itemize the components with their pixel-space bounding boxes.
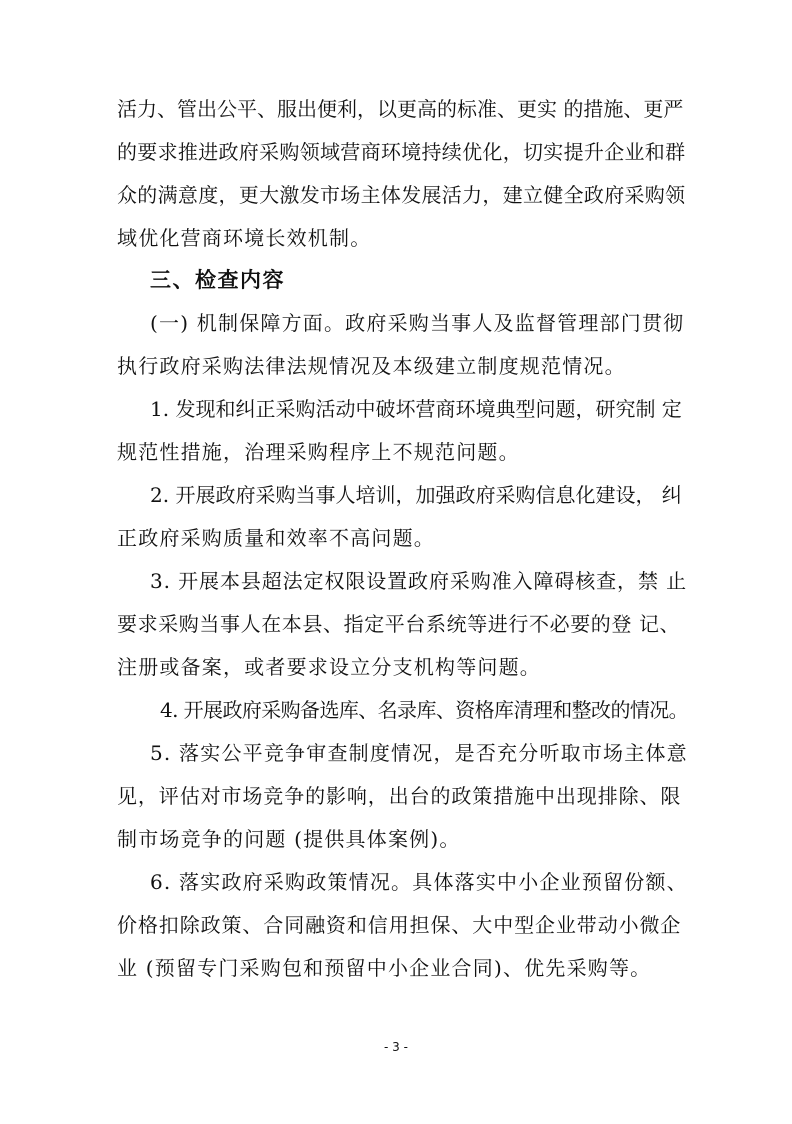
item-2-line-1: 2. 开展政府采购当事人培训，加强政府采购信息化建设， 纠: [150, 483, 682, 507]
item-6-line-2: 价格扣除政策、合同融资和信用担保、大中型企业带动小微企: [117, 913, 682, 937]
item-5-line-1: 5. 落实公平竞争审查制度情况，是否充分听取市场主体意: [150, 741, 688, 765]
subsection-1-line-1: (一) 机制保障方面。政府采购当事人及监督管理部门贯彻: [150, 311, 685, 335]
item-2-line-2: 正政府采购质量和效率不高问题。: [117, 526, 435, 550]
intro-line-4: 域优化营商环境长效机制。: [117, 226, 372, 250]
item-5-line-2: 见，评估对市场竞争的影响，出台的政策措施中出现排除、限: [117, 784, 682, 808]
item-1-line-2: 规范性措施，治理采购程序上不规范问题。: [117, 440, 520, 464]
intro-line-1: 活力、管出公平、服出便利，以更高的标准、更实 的措施、更严: [117, 97, 684, 121]
item-6-line-3: 业 (预留专门采购包和预留中小企业合同)、优先采购等。: [117, 956, 652, 980]
item-3-line-2: 要求采购当事人在本县、指定平台系统等进行不必要的登 记、: [117, 612, 681, 636]
page-number: - 3 -: [384, 1040, 408, 1054]
item-6-line-1: 6. 落实政府采购政策情况。具体落实中小企业预留份额、: [150, 870, 688, 894]
item-3-line-1: 3. 开展本县超法定权限设置政府采购准入障碍核查，禁 止: [150, 569, 687, 593]
item-5-line-3: 制市场竞争的问题 (提供具体案例)。: [117, 827, 461, 851]
item-1-line-1: 1. 发现和纠正采购活动中破坏营商环境典型问题，研究制 定: [150, 397, 682, 421]
item-4-line-1: 4. 开展政府采购备选库、名录库、资格库清理和整改的情况。: [160, 698, 689, 722]
section-heading: 三、检查内容: [150, 268, 285, 292]
intro-line-3: 众的满意度，更大激发市场主体发展活力，建立健全政府采购领: [117, 183, 686, 207]
intro-line-2: 的要求推进政府采购领域营商环境持续优化，切实提升企业和群: [117, 140, 686, 164]
item-3-line-3: 注册或备案，或者要求设立分支机构等问题。: [117, 655, 541, 679]
subsection-1-line-2: 执行政府采购法律法规情况及本级建立制度规范情况。: [117, 354, 626, 378]
